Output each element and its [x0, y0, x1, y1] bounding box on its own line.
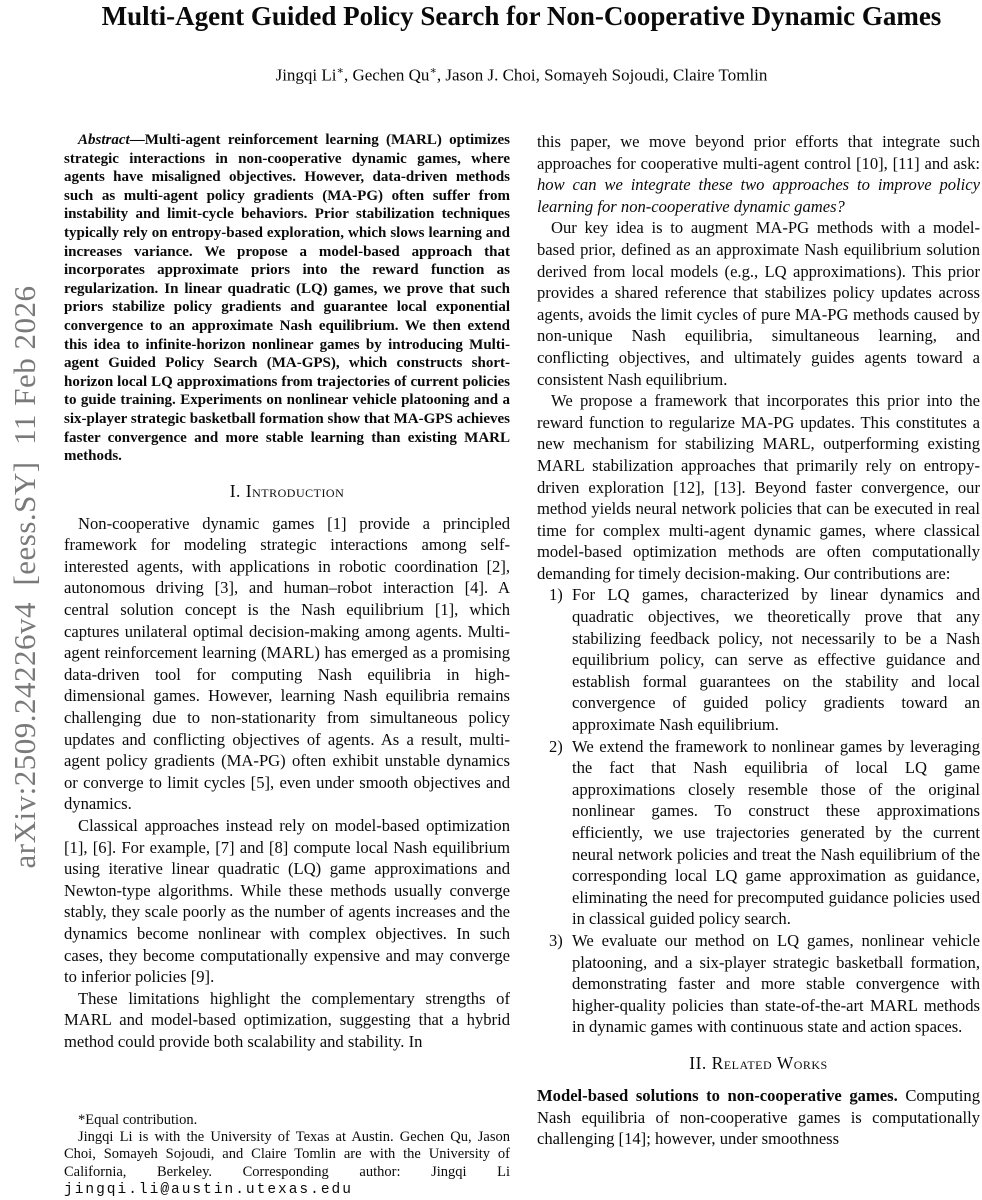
author-name: , Gechen Qu	[343, 65, 430, 85]
paragraph-key-idea: Our key idea is to augment MA-PG methods with a model-based prior, defined as an approximate Nash equilibrium solution derived from local models (e.g., LQ approximations). This prior provides a shared reference that stabilizes policy updates across agents, avoids the limit cycles of pure MA-PG methods caused by non-unique Nash equilibria, simultaneous learning, and conflicting objectives, and ultimately guides agents toward a consistent Nash equilibrium.	[537, 218, 980, 389]
contribution-text: For LQ games, characterized by linear dynamics and quadratic objectives, we theoretically prove that any stabilizing feedback policy, not necessarily to be a Nash equilibrium policy, can serve as effective guidance and establish formal guarantees on the stability and local convergence of guided policy gradients toward an approximate Nash equilibrium.	[572, 585, 980, 735]
arxiv-watermark: arXiv:2509.24226v4 [eess.SY] 11 Feb 2026	[7, 285, 42, 869]
contribution-text: We evaluate our method on LQ games, nonlinear vehicle platooning, and a six-player strategic basketball formation, demonstrating faster and more stable convergence with higher-quality policies than state-of-the-art MARL methods in dynamic games with continuous state and action spaces.	[572, 930, 980, 1037]
author-name: , Jason J. Choi, Somayeh Sojoudi, Claire Tomlin	[436, 65, 768, 85]
footnote-equal-contribution: *Equal contribution.	[78, 1112, 198, 1128]
contribution-number: 2)	[549, 736, 563, 756]
footnote-email: jingqi.li@austin.utexas.edu	[64, 1181, 353, 1198]
abstract-paragraph	[64, 131, 510, 466]
footnote-affiliation: Jingqi Li is with the University of Texas at Austin. Gechen Qu, Jason Choi, Somayeh Sojoudi, and Claire Tomlin are with the University of California, Berkeley. Corresponding author: Jingqi Li jingqi.li@austin.utexas.edu	[64, 1129, 510, 1198]
abstract-text: —Multi-agent reinforcement learning (MARL) optimizes strategic interactions in non-cooperative dynamic games, where agents have misaligned objectives. However, data-driven methods such as multi-agent policy gradients (MA-PG) often suffer from instability and limit-cycle behaviors. Prior stabilization techniques typically rely on entropy-based exploration, which slows learning and increases variance. We propose a model-based approach that incorporates approximate priors into the reward function as regularization. In linear quadratic (LQ) games, we prove that such priors stabilize policy gradients and guarantee local exponential convergence to an approximate Nash equilibrium. We then extend this idea to infinite-horizon nonlinear games by introducing Multi-agent Guided Policy Search (MA-GPS), which constructs short-horizon local LQ approximations from trajectories of current policies to guide training. Experiments on nonlinear vehicle platooning and a six-player strategic basketball formation show that MA-GPS achieves faster convergence and more stable learning than existing MARL methods.	[64, 132, 510, 465]
author-footnote-marker: ∗	[429, 65, 437, 77]
contribution-item	[537, 736, 980, 930]
contribution-item	[537, 584, 980, 735]
paragraph-related-works: Model-based solutions to non-cooperative games. Computing Nash equilibria of non-cooperative games is computationally challenging [14]; however, under smoothness	[537, 1085, 980, 1149]
right-column	[537, 131, 980, 1150]
section-heading-related-works: II. Related Works	[689, 1052, 828, 1073]
author-name: Jingqi Li	[275, 65, 337, 85]
contributions-list	[537, 584, 980, 1037]
author-footnote-marker: ∗	[336, 65, 344, 77]
left-column	[64, 131, 510, 1053]
paragraph-intro-1: Non-cooperative dynamic games [1] provide a principled framework for modeling strategic interactions among self-interested agents, with applications in robotic coordination [2], autonomous driving [3], and human–robot interaction [4]. A central solution concept is the Nash equilibrium [1], which captures unilateral optimal decision-making among agents. Multi-agent reinforcement learning (MARL) has emerged as a promising data-driven tool for computing Nash equilibria in high-dimensional games. However, learning Nash equilibria remains challenging due to non-stationarity from simultaneous policy updates and conflicting objectives of agents. As a result, multi-agent policy gradients (MA-PG) often exhibit unstable dynamics or converge to limit cycles [5], even under smooth objectives and dynamics.	[64, 513, 510, 814]
author-line	[63, 61, 980, 86]
contribution-item	[537, 930, 980, 1038]
footnote	[64, 1112, 510, 1199]
abstract-label: Abstract	[78, 132, 130, 148]
paragraph-intro-2: Classical approaches instead rely on model-based optimization [1], [6]. For example, [7] and [8] compute local Nash equilibrium using iterative linear quadratic (LQ) game approximations and Newton-type algorithms. While these methods usually converge stably, they scale poorly as the number of agents increases and the dynamics become nonlinear with complex objectives. In such cases, they become computationally expensive and may converge to inferior policies [9].	[64, 816, 510, 987]
paper-title: Multi-Agent Guided Policy Search for Non-Cooperative Dynamic Games	[101, 1, 942, 31]
paper-header	[63, 0, 980, 86]
contribution-text: We extend the framework to nonlinear games by leveraging the fact that Nash equilibria of local LQ game approximations closely resemble those of the original nonlinear games. To construct these approximations efficiently, we use trajectories generated by the current neural network policies and treat the Nash equilibrium of the corresponding local LQ game approximation as guidance, eliminating the need for precomputed guidance policies used in classical guided policy search.	[572, 736, 980, 929]
contribution-number: 1)	[549, 585, 563, 605]
contribution-number: 3)	[549, 930, 563, 950]
section-heading-introduction: I. Introduction	[229, 480, 345, 501]
related-works-lead: Model-based solutions to non-cooperative games.	[537, 1085, 898, 1105]
paragraph-framework: We propose a framework that incorporates this prior into the reward function to regularize MA-PG updates. This constitutes a new mechanism for stabilizing MARL, outperforming existing MARL stabilization approaches that primarily rely on entropy-driven exploration [12], [13]. Beyond faster convergence, our method yields neural network policies that can be executed in real time for complex multi-agent dynamic games, where classical model-based optimization methods are often computationally demanding for timely decision-making. Our contributions are:	[537, 391, 980, 583]
research-question-italic: how can we integrate these two approaches to improve policy learning for non-cooperative dynamic games?	[537, 175, 980, 216]
paragraph-intro-3: These limitations highlight the complementary strengths of MARL and model-based optimization, suggesting that a hybrid method could provide both scalability and stability. In	[64, 988, 510, 1051]
paragraph-continuation: this paper, we move beyond prior efforts that integrate such approaches for cooperative multi-agent control [10], [11] and ask: how can we integrate these two approaches to improve policy learning for non-cooperative dynamic games?	[537, 132, 980, 216]
